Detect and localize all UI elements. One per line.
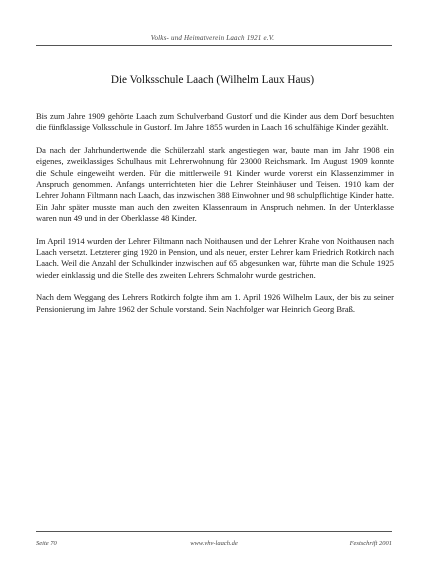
page-number: Seite 70 <box>36 540 57 547</box>
footer-divider <box>36 531 392 532</box>
header-divider <box>36 45 392 46</box>
body-text <box>36 111 394 326</box>
publication-name: Festschrift 2001 <box>349 540 392 547</box>
running-header: Volks- und Heimatverein Laach 1921 e.V. <box>150 34 275 42</box>
paragraph-3: Im April 1914 wurden der Lehrer Filtmann nach Noithausen und der Lehrer Krahe von Noithausen nach Laach versetzt. Letzterer ging 1920 in Pension, und als neuer, erster Lehrer kam Friedrich Rotkirch nach Laach. Weil die Anzahl der Schulkinder inzwischen auf 65 abgesunken war, führte man die Schule 1925 wieder einklassig und die Stelle des zweiten Lehrers Schmalohr wurde gestrichen. <box>36 235 394 280</box>
paragraph-1: Bis zum Jahre 1909 gehörte Laach zum Schulverband Gustorf und die Kinder aus dem Dorf besuchten die fünfklassige Volksschule in Gustorf. Im Jahre 1855 wurden in Laach 16 schulfähige Kinder gezählt. <box>36 111 394 133</box>
paragraph-4: Nach dem Weggang des Lehrers Rotkirch folgte ihm am 1. April 1926 Wilhelm Laux, der bis zu seiner Pensionierung im Jahre 1962 der Schule vorstand. Sein Nachfolger war Heinrich Georg Braß. <box>36 292 394 314</box>
page-title: Die Volksschule Laach (Wilhelm Laux Haus) <box>110 74 315 86</box>
website-link[interactable]: www.vhv-laach.de <box>190 540 238 547</box>
paragraph-2: Da nach der Jahrhundertwende die Schülerzahl stark angestiegen war, baute man im Jahr 1908 ein eigenes, zweiklassiges Schulhaus mit Lehrerwohnung für 23000 Reichsmark. Im August 1909 konnte die Schule eingeweiht werden. Für die mittlerweile 91 Kinder wurde vorerst ein Klassenzimmer in Anspruch genommen. Anfangs unterrichteten hier die Lehrer Steinhäuser und Teisen. 1910 kam der Lehrer Johann Filtmann nach Laach, das inzwischen 388 Einwohner und 98 schulpflichtige Kinder hatte. Ein Jahr später musste man auch den zweiten Klassenraum in Anspruch nehmen. In der Unterklasse waren nun 49 und in der Oberklasse 48 Kinder. <box>36 144 394 224</box>
